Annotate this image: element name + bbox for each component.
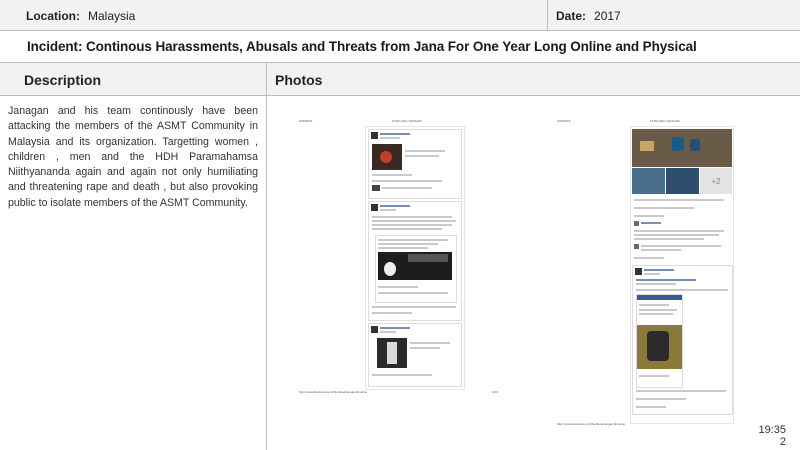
post-card	[632, 265, 733, 415]
photos-cell	[267, 96, 800, 450]
post-photo-thumb	[666, 168, 699, 194]
post-card	[368, 129, 462, 199]
post-photo-thumb	[632, 168, 665, 194]
avatar	[371, 204, 378, 211]
shared-post	[375, 235, 457, 303]
location-value: Malaysia	[88, 8, 136, 23]
avatar	[371, 132, 378, 139]
facebook-screenshot-left	[297, 116, 507, 396]
location-label: Location:	[26, 8, 80, 23]
post-photo	[377, 338, 407, 368]
timeline-sheet	[630, 126, 734, 424]
timeline-sheet	[365, 126, 465, 390]
description-text: Janagan and his team continously have been attacking the members of the ASMT Community in Malaysia and its organization. Targetting women , children , men and the HDH Paramahamsa Niithyananda again and again not only humiliating and threatening rape and death , but also provoking public to isolate members of the ASMT Community.	[0, 96, 267, 450]
facebook-screenshot-right	[555, 116, 745, 428]
post-card	[368, 323, 462, 387]
column-header-row	[0, 63, 800, 96]
more-photos-count[interactable]: +2	[700, 168, 732, 194]
shared-post	[636, 294, 683, 388]
screenshot-page-name: FTAKLANG SANGAM	[650, 119, 680, 123]
avatar	[371, 326, 378, 333]
content-row	[0, 96, 800, 450]
screenshot-date: 3/28/2018	[299, 119, 313, 123]
date-label: Date:	[556, 8, 587, 23]
header-info-row	[0, 0, 800, 31]
location-cell	[0, 0, 548, 31]
screenshot-date: 3/28/2018	[557, 119, 571, 123]
screenshot-page-index: 4/10	[492, 390, 498, 394]
date-value: 2017	[594, 8, 621, 23]
incident-row	[0, 31, 800, 63]
screenshot-url: http://www.facebook.com/Tamilandsangam/timeline	[299, 390, 368, 394]
photos-header: Photos	[275, 71, 323, 88]
post-photo	[372, 144, 402, 170]
slide-page-number	[758, 424, 786, 448]
shared-photo	[378, 252, 452, 280]
page-index: 2	[779, 436, 786, 448]
screenshot-url: http://www.facebook.com/Tamilandsangam/timeline	[557, 422, 626, 426]
avatar	[635, 268, 642, 275]
screenshot-page-name: FTAKLANG SANGAM	[392, 119, 422, 123]
post-card	[368, 201, 462, 321]
post-photo-main	[632, 129, 732, 167]
description-header: Description	[0, 63, 267, 96]
date-cell	[548, 0, 800, 31]
page-time: 19:35	[758, 424, 786, 436]
shared-photo	[637, 325, 682, 369]
incident-title: Incident: Continous Harassments, Abusals and Threats from Jana For One Year Long Online and Physical	[27, 39, 697, 54]
